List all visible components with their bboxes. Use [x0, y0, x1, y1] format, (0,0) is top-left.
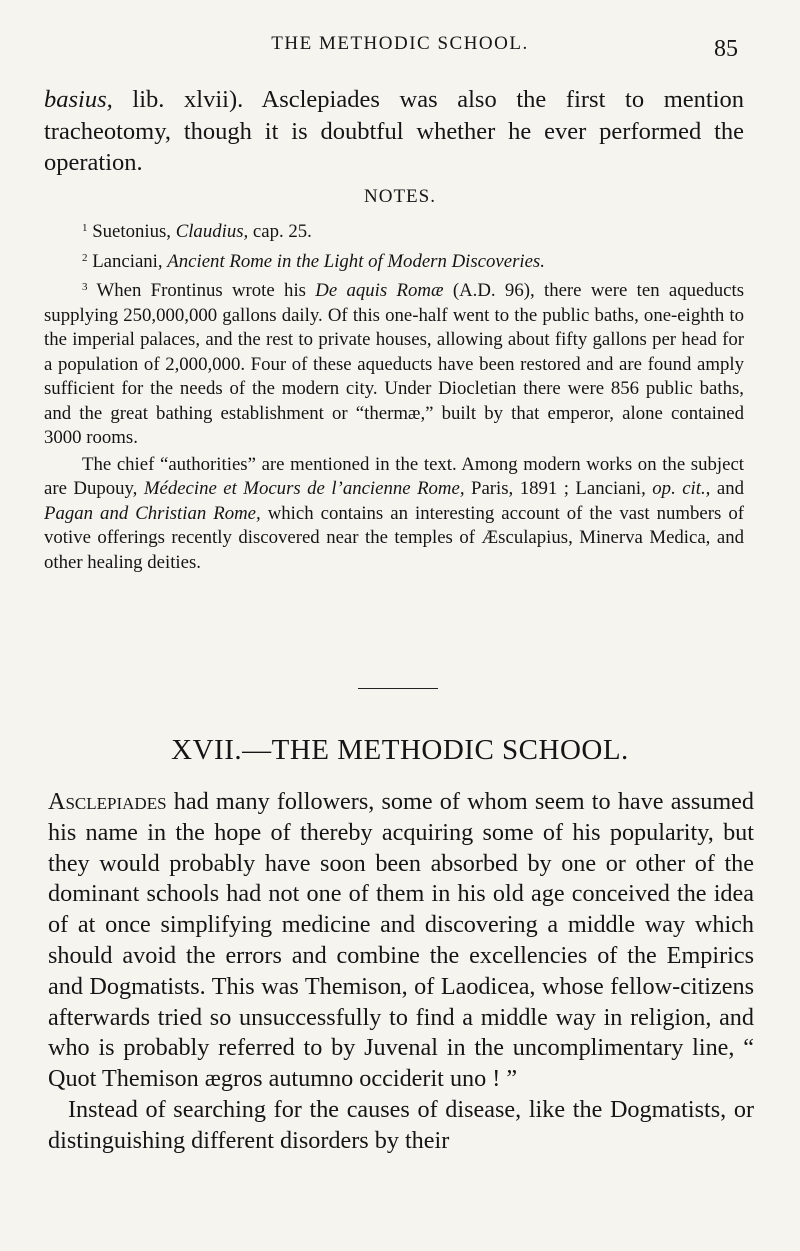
page-number: 85 — [714, 36, 738, 62]
note-3-number: 3 — [82, 281, 88, 293]
note-4: The chief “authorities” are mentioned in the text. Among modern works on the subject are Dupouy, Médecine et Mocurs de l’ancienne Rome, Paris, 1891 ; Lanciani, op. cit., and Pagan and Christian Rome, which contains an interesting account of the vast numbers of votive offerings recently discovered near the temples of Æsculapius, Minerva Medica, and other healing deities. — [44, 453, 744, 573]
top-paragraph-lead: basius, — [44, 86, 113, 113]
chapter-paragraph-2: Instead of searching for the causes of disease, like the Dogmatists, or distinguishing different disorders by their — [48, 1095, 754, 1154]
note-2-number: 2 — [82, 251, 88, 264]
chapter-lead-word: Asclepiades — [48, 788, 167, 815]
section-divider — [358, 688, 438, 689]
note-1: $^1$ Suetonius, Claudius, cap. 25. — [82, 221, 312, 242]
chapter-paragraph-1: Asclepiades had many followers, some of whom seem to have assumed his name in the hope of thereby acquiring some of his popularity, but they would probably have soon been absorbed by one or other of the dominant schools had not one of them in his old age conceived the idea of at once simplifying medicine and discovering a middle way which should avoid the errors and combine the excellencies of the Empirics and Dogmatists. This was Themison, of Laodicea, whose fellow-citizens afterwards tried so unsuccessfully to find a middle way in religion, and who is probably referred to by Juvenal in the uncomplimentary line, “ Quot Themison ægros autumno occiderit uno ! ” — [48, 788, 754, 1093]
chapter-body — [48, 787, 754, 1157]
running-title: THE METHODIC SCHOOL. — [271, 33, 529, 54]
note-1-number: 1 — [82, 222, 88, 234]
top-paragraph-text: lib. xlvii). Asclepiades was also the first to mention tracheotomy, though it is doubtful whether he ever performed the operation. — [44, 86, 744, 176]
notes-heading: NOTES. — [364, 186, 436, 207]
note-3: $^3$ When Frontinus wrote his De aquis Romæ (A.D. 96), there were ten aqueducts supplying 250,000,000 gallons daily. Of this one-half went to the public baths, one-eighth to the imperial palaces, and the rest to private houses, allowing about fifty gallons per head for a population of 2,000,000. Four of these aqueducts have been restored and are found amply sufficient for the needs of the modern city. Under Diocletian there were 856 public baths, and the great bathing establishment or “thermæ,” built by that emperor, alone contained 3000 rooms. — [44, 280, 745, 448]
note-2: $^2$ Lanciani, Ancient Rome in the Light of Modern Discoveries. — [82, 250, 545, 272]
notes-section — [44, 220, 744, 575]
top-paragraph — [44, 84, 744, 179]
chapter-title: XVII.—THE METHODIC SCHOOL. — [171, 734, 629, 766]
